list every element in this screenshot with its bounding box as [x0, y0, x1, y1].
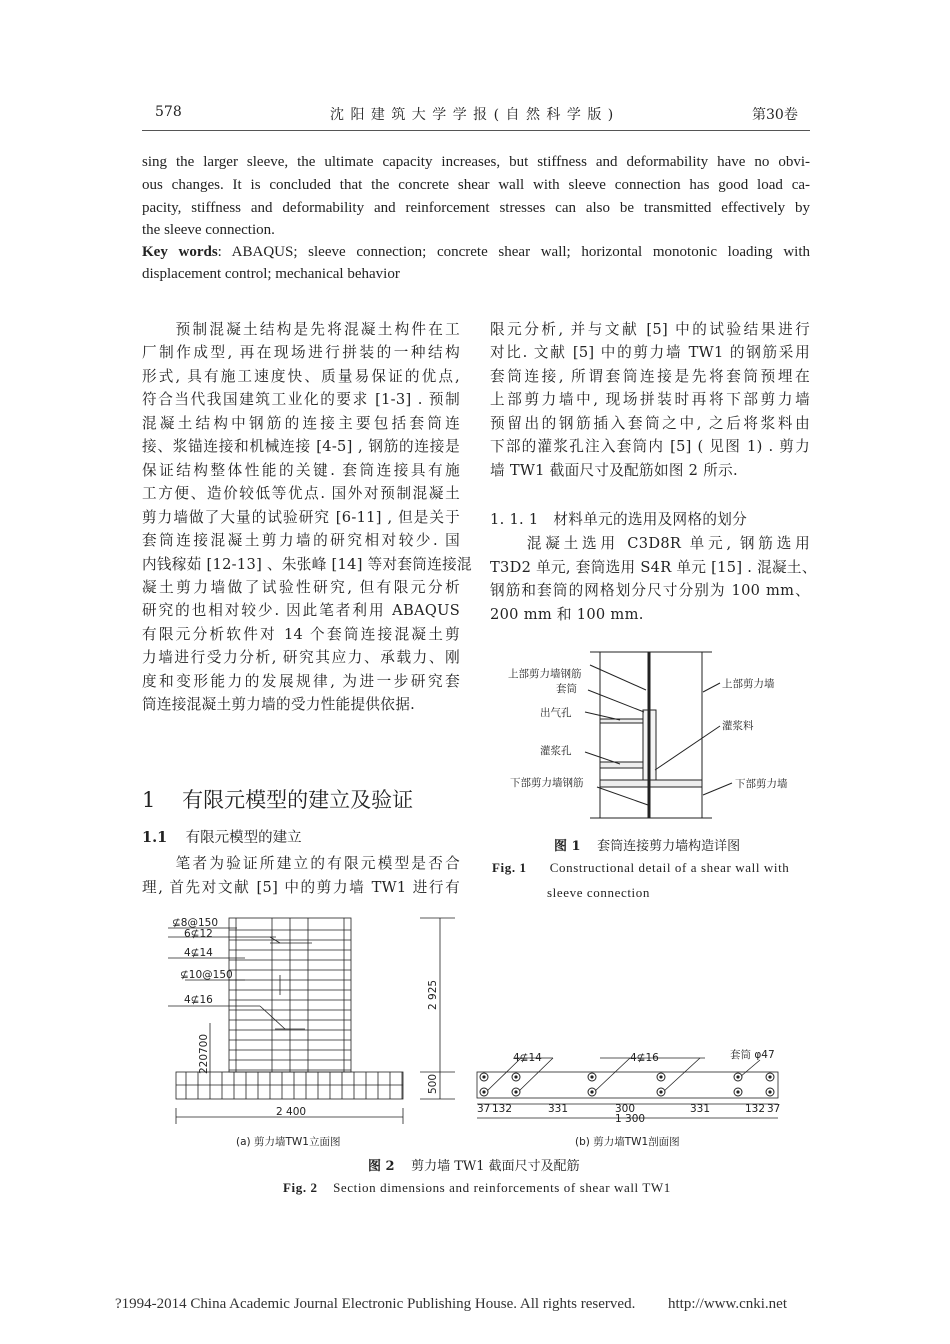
- label-b-2: 套筒 φ47: [730, 1049, 775, 1061]
- paragraph-line: 预留出的钢筋插入套筒之中, 之后将浆料由: [490, 414, 810, 432]
- caption-2b: (b) 剪力墙TW1剖面图: [575, 1136, 680, 1148]
- dim-b-6: 37: [767, 1103, 781, 1115]
- paragraph-line: 预制混凝土结构是先将混凝土构件在工: [142, 321, 460, 338]
- label-lower-wall: 下部剪力墙: [735, 778, 788, 790]
- paragraph-line: 度和变形能力的发展规律, 为进一步研究套: [142, 672, 460, 690]
- section-1-1-heading: 1.1 有限元模型的建立: [142, 829, 302, 846]
- label-upper-wall: 上部剪力墙: [722, 678, 775, 690]
- paragraph-line: T3D2 单元, 套筒选用 S4R 单元 [15] . 混凝土、: [490, 558, 817, 576]
- rebar-dot: [482, 1090, 485, 1093]
- dim-base: 500: [427, 1073, 439, 1094]
- label-b-1: 4⊈16: [630, 1052, 659, 1064]
- label-b-0: 4⊈14: [513, 1052, 542, 1064]
- dim-width: 2 400: [276, 1106, 307, 1118]
- paragraph-line: 力墙进行受力分析, 研究其应力、承载力、刚: [142, 649, 460, 667]
- paragraph-line: 笔者为验证所建立的有限元模型是否合: [142, 855, 460, 872]
- section-1-1-1-heading: 1. 1. 1 材料单元的选用及网格的划分: [490, 511, 748, 528]
- figure-1-caption-en: Fig. 1 Constructional detail of a shear wall with: [492, 860, 790, 875]
- section-1-heading: 1 有限元模型的建立及验证: [142, 788, 414, 812]
- paragraph-line: 保证结构整体性能的关键. 套筒连接具有施: [142, 461, 460, 479]
- figure-1-drawing: [585, 652, 732, 818]
- rebar-dot: [768, 1090, 771, 1093]
- dim-b-5: 132: [745, 1103, 766, 1115]
- dim-b-3: 300: [615, 1103, 636, 1115]
- dim-b-2: 331: [548, 1103, 569, 1115]
- paragraph-line: 符合当代我国建筑工业化的要求 [1-3] . 预制: [142, 391, 460, 409]
- paragraph-line: 限元分析, 并与文献 [5] 中的试验结果进行: [490, 321, 810, 338]
- paragraph-line: 研究的也相对较少. 因此笔者利用 ABAQUS: [142, 602, 460, 620]
- label-a-1: 6⊈12: [184, 928, 213, 940]
- page-number: 578: [155, 104, 182, 120]
- dim-220: 220: [198, 1053, 210, 1074]
- figure-1-caption-en-2: sleeve connection: [547, 885, 650, 900]
- rebar-dot: [514, 1090, 517, 1093]
- paragraph-line: 套筒连接混凝土剪力墙的研究相对较少. 国: [142, 532, 460, 550]
- paragraph-line: 凝土剪力墙做了试验性研究, 但有限元分析: [142, 578, 460, 596]
- label-upper-rebar: 上部剪力墙钢筋: [508, 668, 582, 680]
- figure-2-caption-zh: 图 2 剪力墙 TW1 截面尺寸及配筋: [368, 1159, 580, 1174]
- paragraph-line: 墙 TW1 截面尺寸及配筋如图 2 所示.: [490, 461, 738, 479]
- label-grout-hole: 灌浆孔: [540, 745, 572, 757]
- label-a-0: ⊈8@150: [172, 917, 219, 929]
- figure-2-caption-en: Fig. 2 Section dimensions and reinforcements of shear wall TW1: [283, 1180, 671, 1195]
- label-vent: 出气孔: [540, 707, 572, 719]
- rebar-dot: [736, 1075, 739, 1078]
- journal-title: 沈 阳 建 筑 大 学 学 报 ( 自 然 科 学 版 ): [330, 107, 615, 123]
- footer-copyright: ?1994-2014 China Academic Journal Electronic Publishing House. All rights reserved.: [115, 1296, 636, 1312]
- dim-height: 2 925: [427, 979, 439, 1010]
- rebar-dot: [590, 1075, 593, 1078]
- rebar-dot: [736, 1090, 739, 1093]
- abstract-line: sing the larger sleeve, the ultimate capacity increases, but stiffness and deformability have no obvi-: [142, 154, 810, 170]
- rebar-dot: [514, 1075, 517, 1078]
- keywords-label: Key words: [142, 244, 218, 260]
- keywords-line2: displacement control; mechanical behavior: [142, 266, 400, 282]
- label-lower-rebar: 下部剪力墙钢筋: [510, 777, 584, 789]
- label-a-3: ⊈10@150: [180, 969, 233, 981]
- label-a-2: 4⊈14: [184, 947, 213, 959]
- footer-url[interactable]: http://www.cnki.net: [668, 1296, 788, 1312]
- abstract-line: pacity, stiffness and deformability and reinforcement stresses can also be transmitted effectively by: [142, 200, 810, 216]
- dim-b-0: 37: [477, 1103, 491, 1115]
- volume: 第30卷: [752, 107, 798, 123]
- paragraph-line: 200 mm 和 100 mm.: [490, 605, 644, 623]
- abstract-line: the sleeve connection.: [142, 222, 275, 238]
- label-sleeve: 套筒: [556, 683, 577, 695]
- rebar-dot: [482, 1075, 485, 1078]
- dim-total: 1 300: [615, 1113, 646, 1125]
- keywords-text: : ABAQUS; sleeve connection; concrete shear wall; horizontal monotonic loading with: [217, 244, 810, 260]
- paragraph-line: 内钱稼茹 [12-13] 、朱张峰 [14] 等对套筒连接混: [142, 555, 472, 573]
- paragraph-line: 工方便、造价较低等优点. 国外对预制混凝土: [142, 485, 460, 503]
- paragraph-line: 混凝土选用 C3D8R 单元, 钢筋选用: [490, 535, 810, 552]
- rebar-dot: [590, 1090, 593, 1093]
- rebar-dot: [659, 1075, 662, 1078]
- caption-2a: (a) 剪力墙TW1立面图: [236, 1136, 341, 1148]
- figure-1-caption-zh: 图 1 套筒连接剪力墙构造详图: [554, 839, 741, 854]
- paragraph-line: 有限元分析软件对 14 个套筒连接混凝土剪: [142, 625, 460, 643]
- paragraph-line: 套筒连接, 所谓套筒连接是先将套筒预埋在: [490, 367, 810, 385]
- paragraph-line: 对比. 文献 [5] 中的剪力墙 TW1 的钢筋采用: [490, 344, 810, 362]
- rebar-dot: [768, 1075, 771, 1078]
- label-grout: 灌浆料: [722, 720, 754, 732]
- paragraph-line: 下部的灌浆孔注入套筒内 [5] ( 见图 1) . 剪力: [490, 438, 810, 456]
- paragraph-line: 上部剪力墙中, 现场拼装时再将下部剪力墙: [490, 391, 810, 409]
- paragraph-line: 剪力墙做了大量的试验研究 [6-11] , 但是关于: [142, 508, 460, 526]
- rebar-dot: [659, 1090, 662, 1093]
- label-a-4: 4⊈16: [184, 994, 213, 1006]
- paragraph-line: 筒连接混凝土剪力墙的受力性能提供依据.: [142, 696, 416, 714]
- paragraph-line: 形式, 具有施工速度快、质量易保证的优点,: [142, 367, 460, 385]
- paragraph-line: 混凝土结构中钢筋的连接主要包括套筒连: [142, 414, 460, 432]
- paragraph-line: 理, 首先对文献 [5] 中的剪力墙 TW1 进行有: [142, 879, 460, 896]
- paragraph-line: 钢筋和套筒的网格划分尺寸分别为 100 mm、: [490, 582, 810, 599]
- dim-700: 700: [198, 1033, 210, 1054]
- dim-b-1: 132: [492, 1103, 513, 1115]
- dim-b-4: 331: [690, 1103, 711, 1115]
- paragraph-line: 厂制作成型, 再在现场进行拼装的一种结构: [142, 344, 460, 362]
- abstract-line: ous changes. It is concluded that the concrete shear wall with sleeve connection has good load ca-: [142, 177, 810, 193]
- paragraph-line: 接、浆锚连接和机械连接 [4-5] , 钢筋的连接是: [142, 438, 460, 456]
